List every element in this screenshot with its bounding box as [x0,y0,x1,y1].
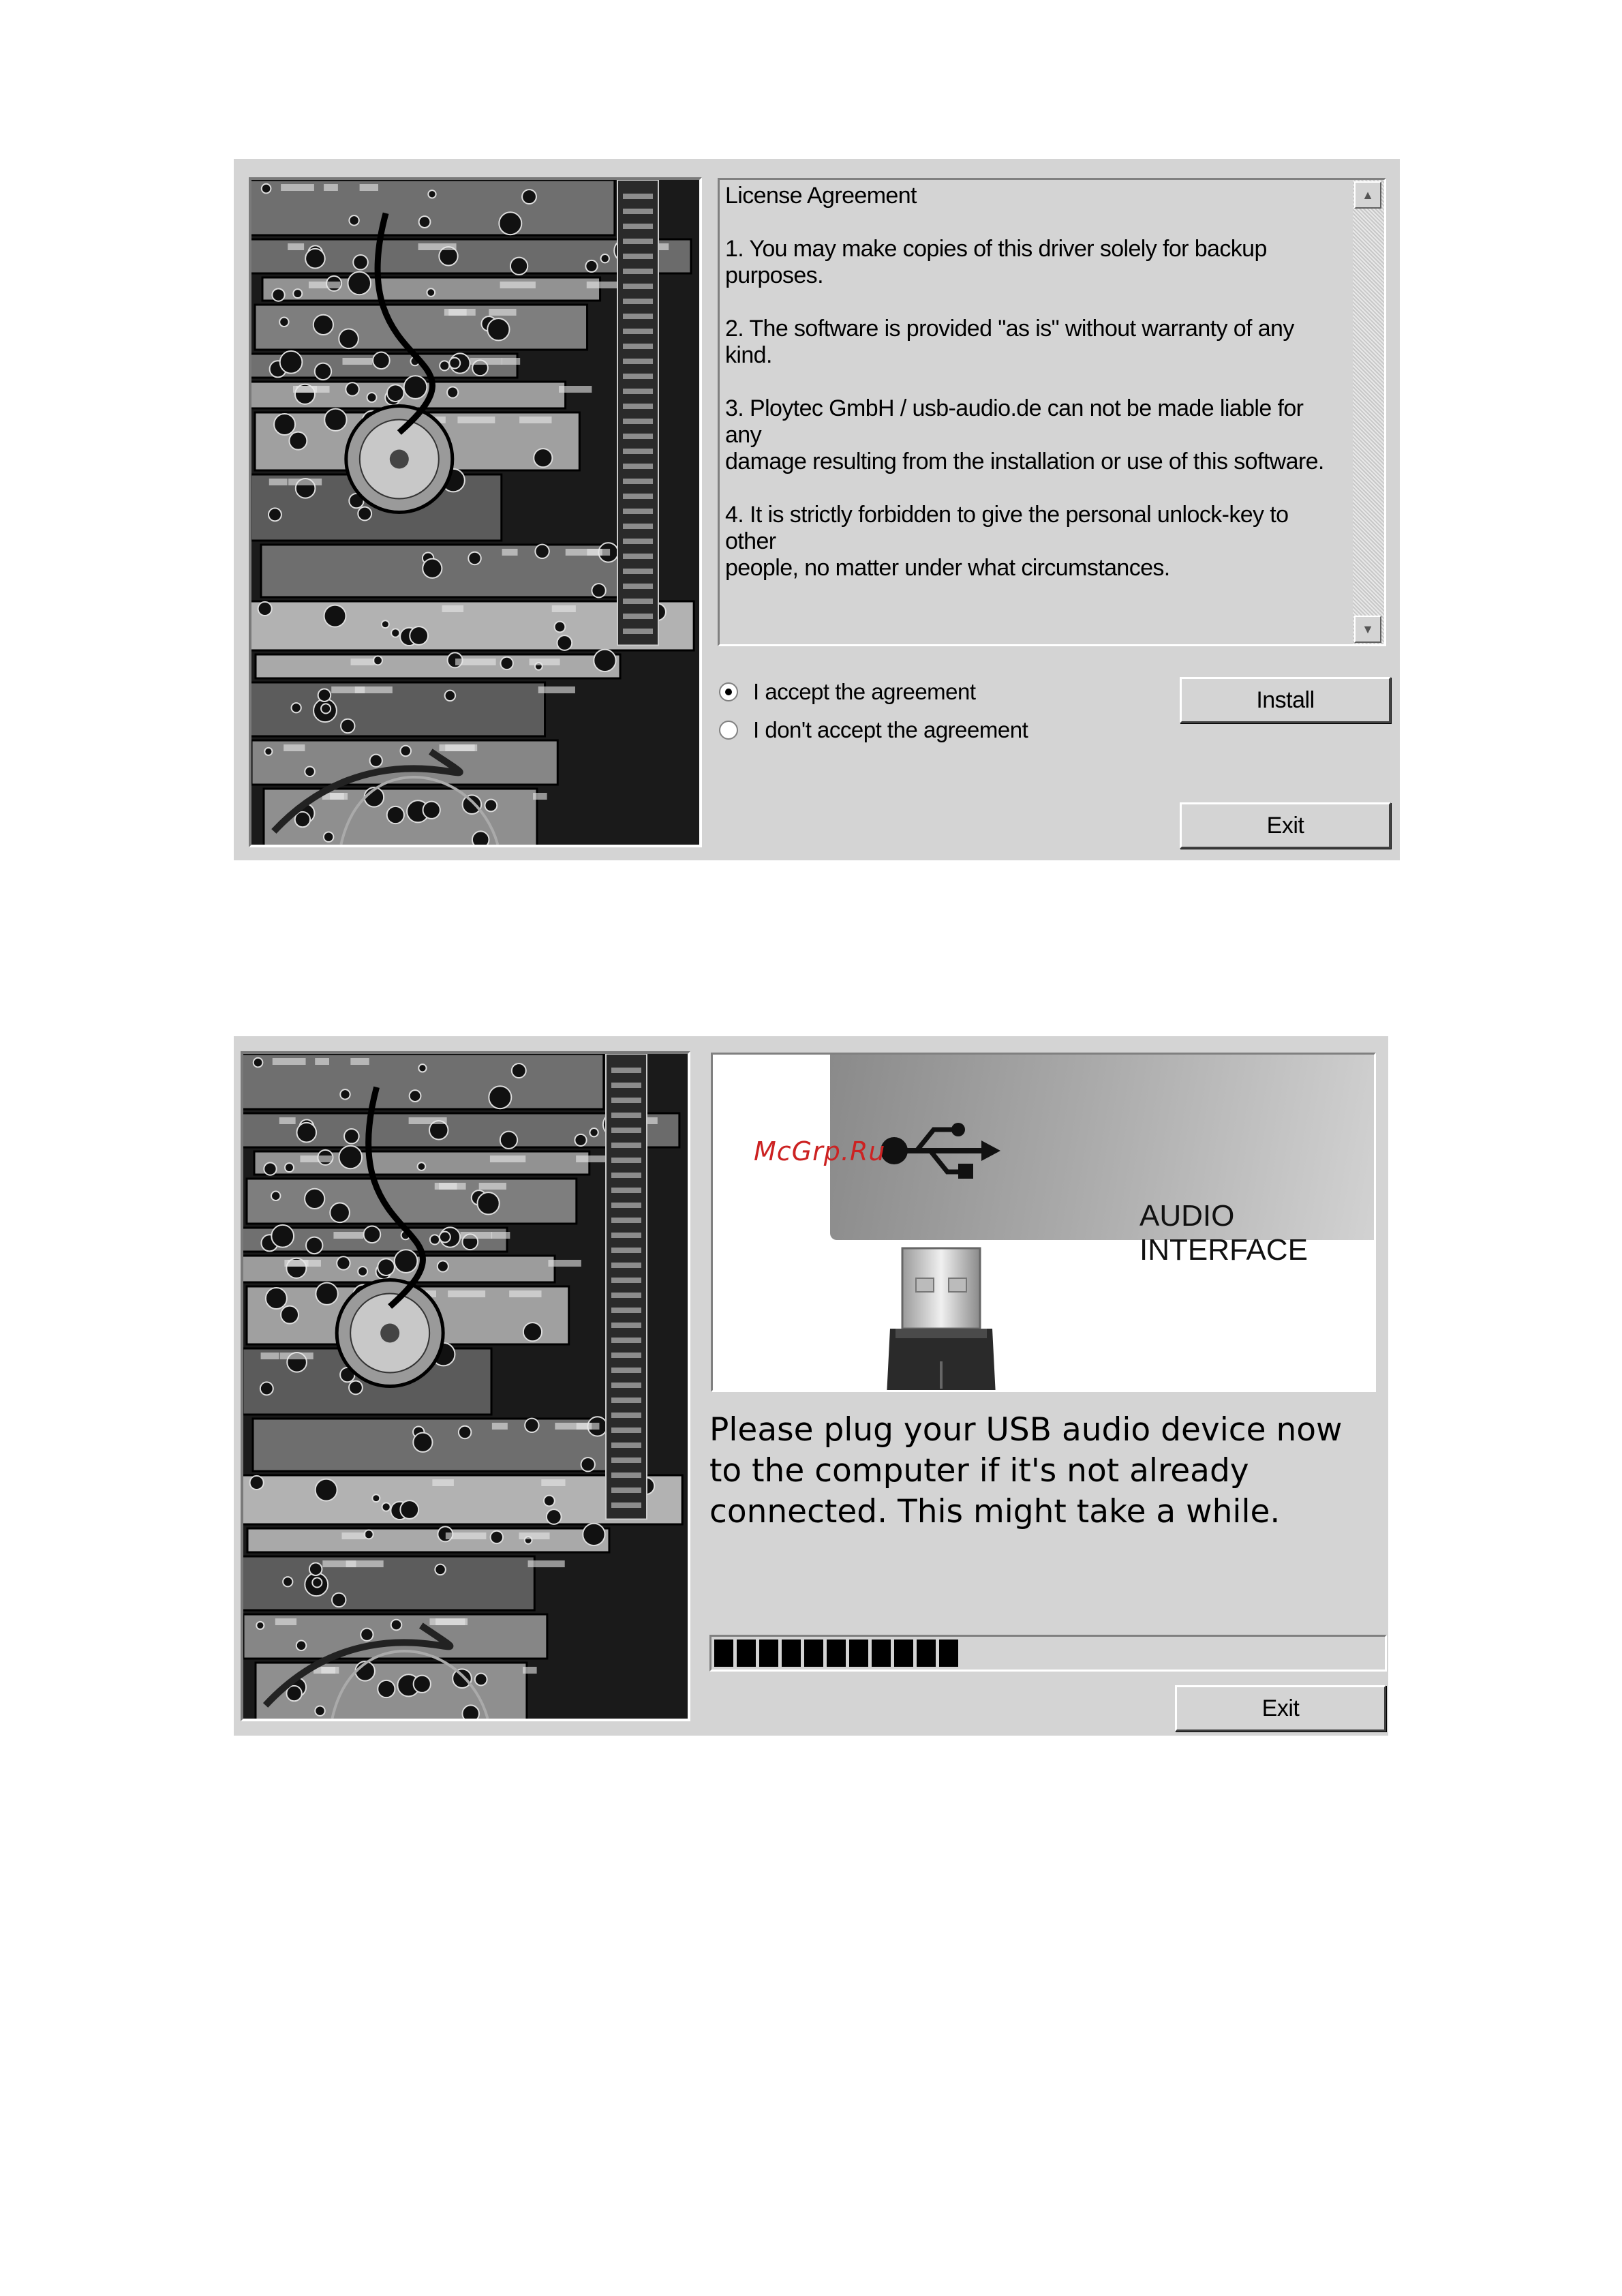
equipment-photo [249,177,702,847]
license-paragraph-2: 2. The software is provided "as is" without warranty of any kind. [725,316,1294,368]
accept-radio[interactable] [719,682,738,701]
decline-radio[interactable] [719,721,738,740]
usb-plug-icon [883,1245,999,1392]
license-paragraph-1: 1. You may make copies of this driver solely for backup purposes. [725,236,1267,288]
license-dialog [234,159,1400,860]
install-progress-bar [709,1635,1387,1672]
audio-interface-label: AUDIO INTERFACE [1139,1199,1308,1267]
plug-message: Please plug your USB audio device now to the computer if it's not already connected. This might take a while. [709,1411,1343,1530]
scroll-down-arrow-icon[interactable]: ▼ [1354,616,1381,643]
exit-button[interactable]: Exit [1180,802,1391,849]
usb-icon [879,1120,1002,1181]
equipment-photo [241,1051,690,1721]
plug-device-dialog [234,1036,1388,1736]
usb-illustration [711,1053,1376,1392]
exit-button[interactable]: Exit [1175,1685,1386,1732]
license-paragraph-3: 3. Ploytec GmbH / usb-audio.de can not be made liable for any damage resulting from the installation or use of this software. [725,395,1324,474]
accept-label: I accept the agreement [753,679,976,704]
license-title: License Agreement [725,183,917,209]
watermark-text: McGrp.Ru [754,1136,886,1166]
license-scrollbar[interactable] [1353,180,1384,644]
license-textarea[interactable] [718,178,1386,646]
device-banner [830,1055,1374,1267]
accept-agreement-option[interactable] [719,677,976,707]
scroll-up-arrow-icon[interactable]: ▲ [1354,181,1381,209]
progress-fill [714,1640,962,1667]
install-button[interactable]: Install [1180,677,1391,723]
decline-label: I don't accept the agreement [753,717,1028,742]
decline-agreement-option[interactable] [719,715,1028,745]
license-paragraph-4: 4. It is strictly forbidden to give the personal unlock-key to other people, no matter under what circumstances. [725,502,1289,581]
